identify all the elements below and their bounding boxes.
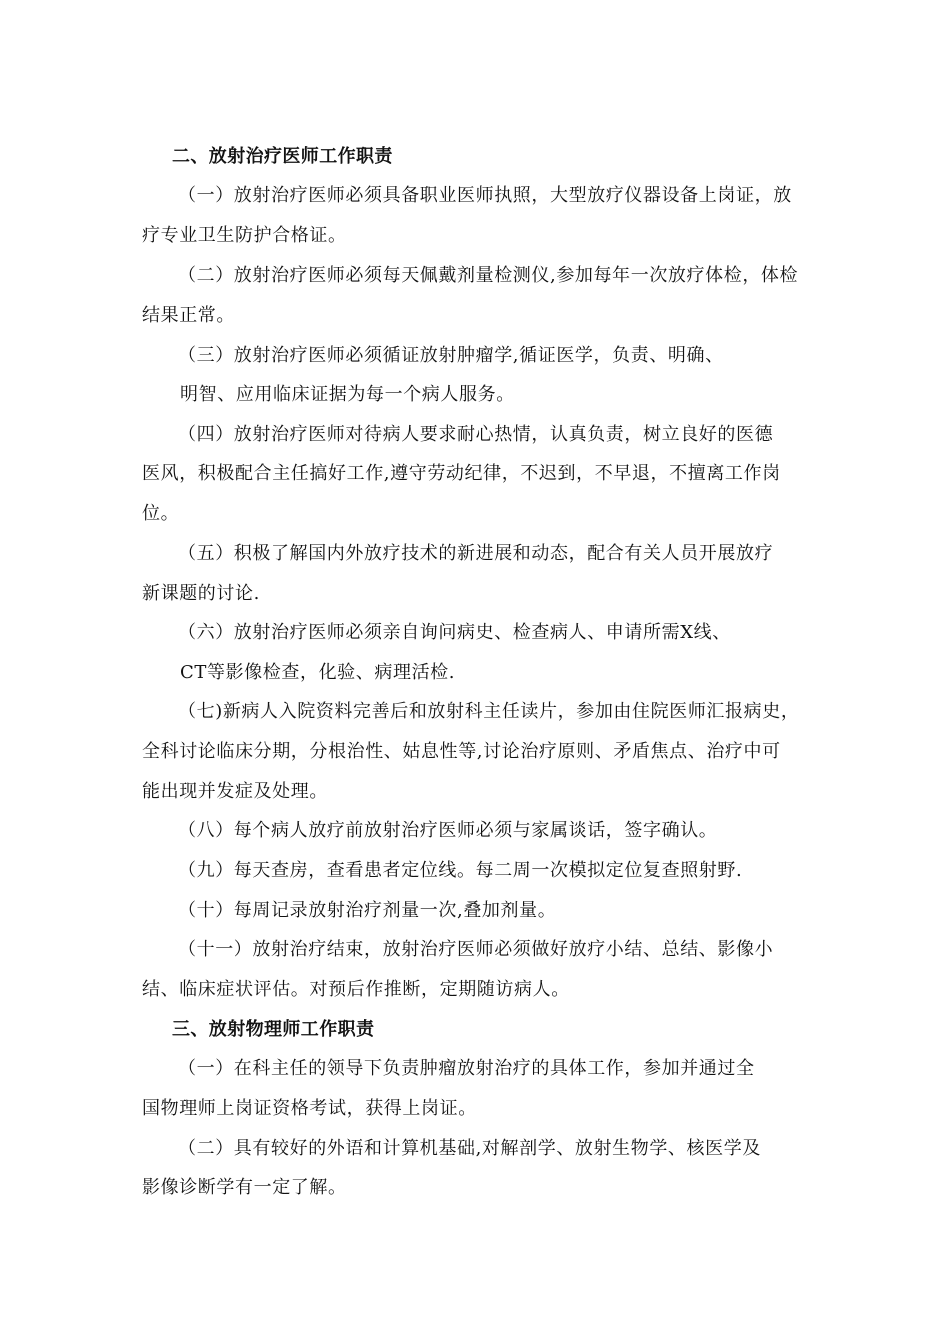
paragraph-line: （三）放射治疗医师必须循证放射肿瘤学,循证医学，负责、明确、 [178,345,724,366]
paragraph-line: 新课题的讨论. [142,583,260,604]
paragraph-line: （十）每周记录放射治疗剂量一次,叠加剂量。 [178,900,557,921]
paragraph-line: 位。 [142,503,180,524]
paragraph-line: 疗专业卫生防护合格证。 [142,225,347,246]
paragraph-line: 全科讨论临床分期，分根治性、姑息性等,讨论治疗原则、矛盾焦点、治疗中可 [142,741,781,762]
paragraph-line: 结、临床症状评估。对预后作推断，定期随访病人。 [142,979,570,1000]
paragraph-line: （四）放射治疗医师对待病人要求耐心热情，认真负责，树立良好的医德 [178,424,774,445]
paragraph-line: （七)新病人入院资料完善后和放射科主任读片，参加由住院医师汇报病史， [178,701,800,722]
paragraph-line: （八）每个病人放疗前放射治疗医师必须与家属谈话，签字确认。 [178,820,718,841]
paragraph-line: （十一）放射治疗结束，放射治疗医师必须做好放疗小结、总结、影像小 [178,939,774,960]
section-heading-2: 二、放射治疗医师工作职责 [172,146,393,167]
paragraph-line: （一）在科主任的领导下负责肿瘤放射治疗的具体工作，参加并通过全 [178,1058,755,1079]
paragraph-line: CT等影像检查，化验、病理活检. [180,662,456,683]
paragraph-line: 明智、应用临床证据为每一个病人服务。 [180,384,515,405]
paragraph-line: 国物理师上岗证资格考试，获得上岗证。 [142,1098,477,1119]
paragraph-line: 影像诊断学有一定了解。 [142,1177,347,1198]
paragraph-line: （一）放射治疗医师必须具备职业医师执照，大型放疗仪器设备上岗证，放 [178,185,792,206]
paragraph-line: （二）放射治疗医师必须每天佩戴剂量检测仪,参加每年一次放疗体检，体检 [178,265,799,286]
paragraph-line: （九）每天查房，查看患者定位线。每二周一次模拟定位复查照射野. [178,860,743,881]
section-heading-3: 三、放射物理师工作职责 [172,1019,375,1040]
paragraph-line: 结果正常。 [142,305,235,326]
paragraph-line: 能出现并发症及处理。 [142,781,328,802]
paragraph-line: （二）具有较好的外语和计算机基础,对解剖学、放射生物学、核医学及 [178,1138,761,1159]
paragraph-line: （五）积极了解国内外放疗技术的新进展和动态，配合有关人员开展放疗 [178,543,774,564]
paragraph-line: （六）放射治疗医师必须亲自询问病史、检查病人、申请所需X线、 [178,622,731,643]
paragraph-line: 医风，积极配合主任搞好工作,遵守劳动纪律，不迟到，不早退，不擅离工作岗 [142,463,781,484]
